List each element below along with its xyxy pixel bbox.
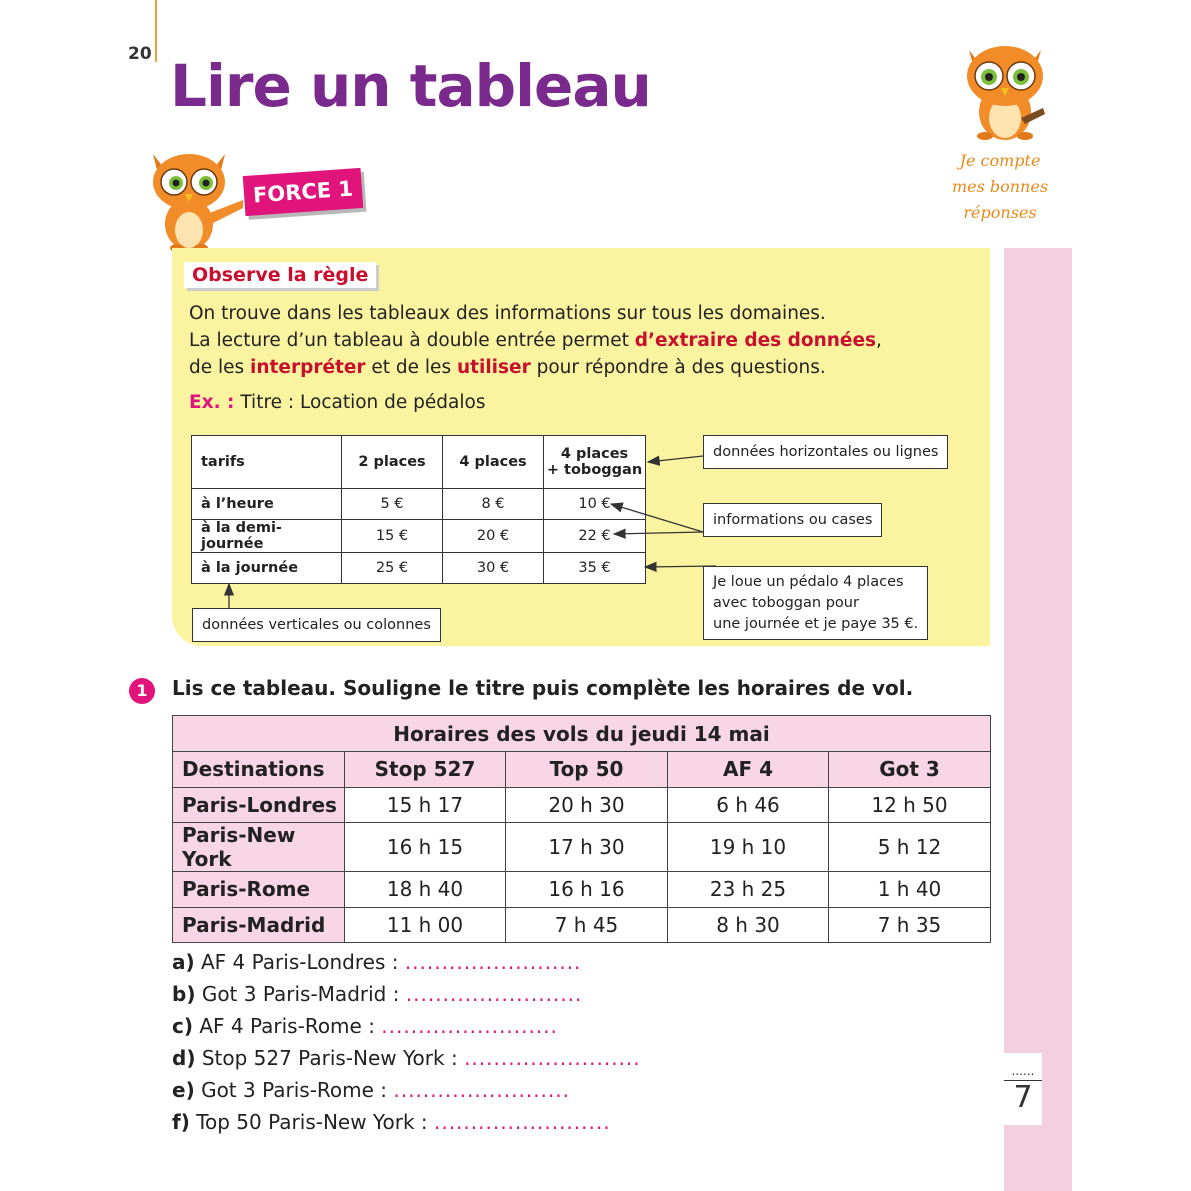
arrow-to-cell-2 <box>614 532 703 534</box>
question-text: Got 3 Paris-Madrid : <box>195 982 406 1006</box>
question-text: AF 4 Paris-Rome : <box>193 1014 382 1038</box>
score-note-line: mes bonnes <box>951 177 1049 196</box>
table-row <box>173 787 991 823</box>
table-cell: 15 € <box>342 520 443 553</box>
table-cell: 23 h 25 <box>668 872 829 908</box>
table-row-header: Paris-Londres <box>173 787 345 823</box>
rule-text-fragment: de les <box>189 357 251 378</box>
page-title: Lire un tableau <box>170 52 651 120</box>
rule-text-fragment: , <box>876 330 882 351</box>
table-cell: 7 h 35 <box>829 907 991 943</box>
question-text: Got 3 Paris-Rome : <box>194 1078 394 1102</box>
table-cell: 1 h 40 <box>829 872 991 908</box>
table-cell: 8 h 30 <box>668 907 829 943</box>
table-header-cell: AF 4 <box>668 752 829 788</box>
question-letter: e) <box>172 1078 195 1102</box>
answer-blank[interactable]: ........................ <box>405 982 583 1006</box>
question-item <box>172 1042 641 1074</box>
table-cell: 16 h 16 <box>506 872 668 908</box>
question-item <box>172 1106 641 1138</box>
table-header-cell: Destinations <box>173 752 345 788</box>
question-item <box>172 978 641 1010</box>
question-text: Stop 527 Paris-New York : <box>195 1046 465 1070</box>
rule-highlight: interpréter <box>250 357 366 378</box>
table-cell: 7 h 45 <box>506 907 668 943</box>
question-item <box>172 1074 641 1106</box>
answer-blank[interactable]: ........................ <box>393 1078 570 1102</box>
arrow-to-cell-1 <box>611 504 703 532</box>
question-letter: f) <box>172 1110 190 1134</box>
question-text: Top 50 Paris-New York : <box>189 1110 434 1134</box>
table-row-header: Paris-Rome <box>173 872 345 908</box>
table-header-cell: Got 3 <box>829 752 991 788</box>
table-cell: 20 € <box>443 520 544 553</box>
table-row <box>173 907 991 943</box>
table-cell: 8 € <box>443 489 544 520</box>
table-cell: 6 h 46 <box>668 787 829 823</box>
question-letter: a) <box>172 950 195 974</box>
table-cell: 22 € <box>544 520 646 553</box>
score-note-line: Je compte <box>959 151 1041 170</box>
table-row-header: Paris-Madrid <box>173 907 345 943</box>
table-cell: 12 h 50 <box>829 787 991 823</box>
flight-schedule-table <box>172 715 991 943</box>
score-box <box>1004 1053 1042 1125</box>
header-line: + toboggan <box>546 462 643 478</box>
arrow-to-rows <box>648 456 703 462</box>
exercise-instruction: Lis ce tableau. Souligne le titre puis complète les horaires de vol. <box>172 676 914 700</box>
answer-blank[interactable]: ........................ <box>433 1110 611 1134</box>
rule-text-fragment: pour répondre à des questions. <box>530 357 826 378</box>
answer-blank[interactable]: ........................ <box>404 950 582 974</box>
rule-text-fragment: et de les <box>365 357 457 378</box>
score-total: 7 <box>1013 1080 1033 1115</box>
rule-highlight: utiliser <box>456 357 531 378</box>
arrow-to-example-cell <box>645 566 716 567</box>
force-level-tag: FORCE 1 <box>243 168 364 216</box>
page-number: 20 <box>128 44 152 64</box>
table-header-cell: Stop 527 <box>345 752 506 788</box>
callout-cells: informations ou cases <box>703 503 882 537</box>
answer-blank[interactable]: ........................ <box>381 1014 558 1038</box>
rule-text-fragment: La lecture d’un tableau à double entrée permet <box>189 330 635 351</box>
table-row <box>173 823 991 872</box>
question-letter: d) <box>172 1046 196 1070</box>
table-cell: 5 € <box>342 489 443 520</box>
table-row-header: à la journée <box>192 553 342 584</box>
question-letter: b) <box>172 982 196 1006</box>
example-prefix: Ex. : <box>189 392 235 413</box>
table-header-cell: 2 places <box>342 436 443 489</box>
table-cell: 11 h 00 <box>345 907 506 943</box>
rule-highlight: d’extraire des données <box>634 330 877 351</box>
table-title[interactable]: Horaires des vols du jeudi 14 mai <box>173 716 991 752</box>
table-cell: 16 h 15 <box>345 823 506 872</box>
rule-line-1: On trouve dans les tableaux des informations sur tous les domaines. <box>189 303 826 324</box>
table-cell: 10 € <box>544 489 646 520</box>
header-line: 4 places <box>560 446 629 462</box>
rule-label: Observe la règle <box>184 262 376 288</box>
table-cell: 15 h 17 <box>345 787 506 823</box>
table-title-row <box>173 716 991 752</box>
table-cell: 30 € <box>443 553 544 584</box>
callout-line: une journée et je paye 35 €. <box>713 616 919 632</box>
table-header-cell: tarifs <box>192 436 342 489</box>
table-row-header: Paris-New York <box>173 823 345 872</box>
callout-rows: données horizontales ou lignes <box>703 435 948 469</box>
callout-line: Je loue un pédalo 4 places <box>713 574 904 590</box>
question-item <box>172 1010 641 1042</box>
table-cell: 25 € <box>342 553 443 584</box>
score-blank[interactable]: ...... <box>1004 1065 1042 1081</box>
exercise-number-badge: 1 <box>129 678 155 704</box>
question-letter: c) <box>172 1014 193 1038</box>
table-header-cell: Top 50 <box>506 752 668 788</box>
table-header-cell: 4 places <box>443 436 544 489</box>
table-cell: 18 h 40 <box>345 872 506 908</box>
table-cell: 35 € <box>544 553 646 584</box>
table-cell: 19 h 10 <box>668 823 829 872</box>
score-note-line: réponses <box>963 203 1037 222</box>
callout-columns: données verticales ou colonnes <box>192 608 441 642</box>
question-text: AF 4 Paris-Londres : <box>194 950 405 974</box>
question-list <box>172 946 641 1138</box>
table-cell: 20 h 30 <box>506 787 668 823</box>
table-cell: 17 h 30 <box>506 823 668 872</box>
question-item <box>172 946 641 978</box>
table-header-row <box>173 752 991 788</box>
table-row-header: à l’heure <box>192 489 342 520</box>
table-row-header: à la demi-journée <box>192 520 342 553</box>
table-row <box>173 872 991 908</box>
answer-blank[interactable]: ........................ <box>464 1046 641 1070</box>
callout-line: avec toboggan pour <box>713 595 859 611</box>
example-title: Titre : Location de pédalos <box>234 392 486 413</box>
table-cell: 5 h 12 <box>829 823 991 872</box>
